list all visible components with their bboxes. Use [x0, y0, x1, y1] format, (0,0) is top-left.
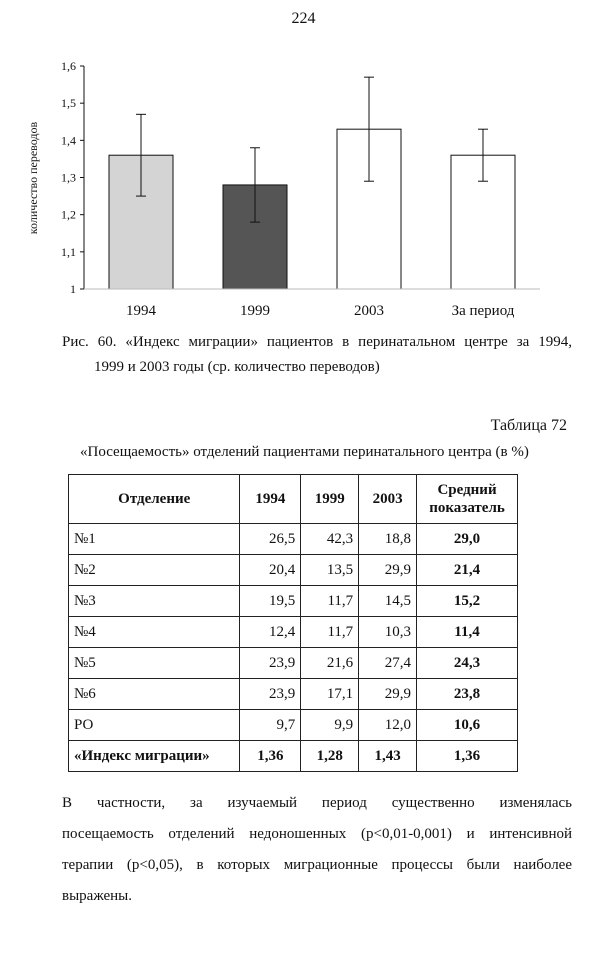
paragraph-line-4: выражены.	[62, 888, 132, 904]
cell-total-1994: 1,36	[240, 741, 301, 772]
header-1999: 1999	[301, 475, 359, 524]
cell-department: №3	[69, 586, 240, 617]
table-row	[69, 617, 518, 648]
header-average: Средний показатель	[417, 475, 518, 524]
table-title: «Посещаемость» отделений пациентами перинатального центра (в %)	[80, 444, 529, 460]
x-tick-label: 1999	[240, 303, 270, 319]
table-row	[69, 710, 518, 741]
y-tick-label: 1,3	[61, 170, 76, 185]
cell-department: №4	[69, 617, 240, 648]
cell-average: 24,3	[417, 648, 518, 679]
cell-1994: 23,9	[240, 648, 301, 679]
cell-average: 10,6	[417, 710, 518, 741]
table-total-row	[69, 741, 518, 772]
cell-1994: 19,5	[240, 586, 301, 617]
bars	[109, 77, 515, 289]
cell-1994: 20,4	[240, 555, 301, 586]
table-row	[69, 648, 518, 679]
paragraph-line-1: В частности, за изучаемый период существенно изменялась	[62, 795, 572, 811]
page-number: 224	[291, 10, 316, 27]
cell-department: №6	[69, 679, 240, 710]
cell-total-label: «Индекс миграции»	[69, 741, 240, 772]
cell-department: №2	[69, 555, 240, 586]
table-row	[69, 679, 518, 710]
cell-2003: 29,9	[359, 555, 417, 586]
cell-average: 15,2	[417, 586, 518, 617]
y-tick-label: 1	[70, 282, 76, 296]
cell-1999: 21,6	[301, 648, 359, 679]
y-axis	[61, 59, 84, 296]
y-axis-label: количество переводов	[26, 121, 40, 235]
y-tick-label: 1,1	[61, 244, 76, 259]
table-header-row	[69, 475, 518, 524]
table-row	[69, 586, 518, 617]
paragraph-line-2: посещаемость отделений недоношенных (p<0,01-0,001) и интенсивной	[62, 826, 572, 842]
cell-department: РО	[69, 710, 240, 741]
cell-1999: 11,7	[301, 586, 359, 617]
cell-average: 29,0	[417, 524, 518, 555]
x-tick-label: 1994	[126, 303, 156, 319]
cell-total-2003: 1,43	[359, 741, 417, 772]
y-tick-label: 1,4	[61, 133, 76, 148]
cell-2003: 18,8	[359, 524, 417, 555]
x-tick-label: 2003	[354, 303, 384, 319]
cell-1999: 17,1	[301, 679, 359, 710]
cell-1999: 11,7	[301, 617, 359, 648]
cell-total-1999: 1,28	[301, 741, 359, 772]
table-label: Таблица 72	[490, 417, 567, 434]
cell-2003: 14,5	[359, 586, 417, 617]
x-tick-label: За период	[451, 303, 515, 319]
cell-average: 23,8	[417, 679, 518, 710]
x-axis	[84, 289, 540, 319]
cell-average: 11,4	[417, 617, 518, 648]
y-tick-label: 1,5	[61, 96, 76, 111]
header-department: Отделение	[69, 475, 240, 524]
header-2003: 2003	[359, 475, 417, 524]
cell-1999: 9,9	[301, 710, 359, 741]
cell-1994: 9,7	[240, 710, 301, 741]
cell-average: 21,4	[417, 555, 518, 586]
header-1994: 1994	[240, 475, 301, 524]
cell-1994: 23,9	[240, 679, 301, 710]
data-table	[68, 474, 518, 772]
figure-caption-line-1: Рис. 60. «Индекс миграции» пациентов в перинатальном центре за 1994,	[62, 334, 572, 350]
figure-caption-line-2: 1999 и 2003 годы (ср. количество переводов)	[94, 359, 380, 375]
cell-1994: 12,4	[240, 617, 301, 648]
cell-1999: 42,3	[301, 524, 359, 555]
bar-chart	[0, 50, 607, 320]
cell-department: №1	[69, 524, 240, 555]
cell-2003: 10,3	[359, 617, 417, 648]
paragraph-line-3: терапии (p<0,05), в которых миграционные процессы были наиболее	[62, 857, 572, 873]
cell-1994: 26,5	[240, 524, 301, 555]
cell-total-average: 1,36	[417, 741, 518, 772]
cell-2003: 12,0	[359, 710, 417, 741]
table-row	[69, 555, 518, 586]
y-tick-label: 1,2	[61, 207, 76, 222]
cell-department: №5	[69, 648, 240, 679]
cell-2003: 29,9	[359, 679, 417, 710]
cell-2003: 27,4	[359, 648, 417, 679]
y-tick-label: 1,6	[61, 59, 76, 73]
table-row	[69, 524, 518, 555]
cell-1999: 13,5	[301, 555, 359, 586]
